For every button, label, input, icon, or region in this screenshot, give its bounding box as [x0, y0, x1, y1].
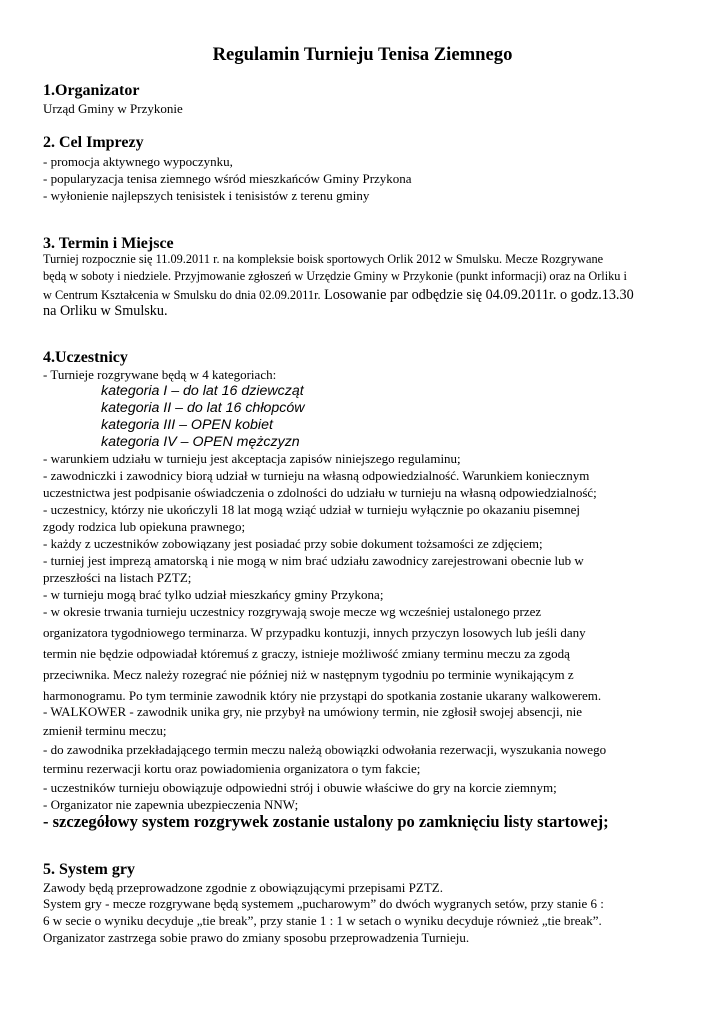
section-4-line: uczestnictwa jest podpisanie oświadczenia o zdolności do udziału w turnieju na własną odpowiedzialność; — [43, 485, 597, 500]
section-1-body: Urząd Gminy w Przykonie — [43, 101, 183, 116]
section-3-line: będą w soboty i niedziele. Przyjmowanie zgłoszeń w Urzędzie Gminy w Przykonie (punkt informacji) oraz na Orliku i — [43, 269, 627, 283]
section-4-line: - w okresie trwania turnieju uczestnicy rozgrywają swoje mecze wg wcześniej ustalonego przez — [43, 604, 542, 619]
category-item: kategoria III – OPEN kobiet — [101, 417, 273, 433]
section-4-line: - WALKOWER - zawodnik unika gry, nie przybył na umówiony termin, nie zgłosił swojej absencji, nie — [43, 704, 583, 719]
section-4-line: - zawodniczki i zawodnicy biorą udział w turnieju na własną odpowiedzialność. Warunkiem koniecznym — [43, 468, 590, 483]
section-5-line: System gry - mecze rozgrywane będą systemem „pucharowym” do dwóch wygranych setów, przy stanie 6 : — [43, 896, 604, 911]
section-4-line: harmonogramu. Po tym terminie zawodnik który nie przystąpi do spotkania zostanie ukarany walkowerem. — [43, 688, 602, 703]
section-4-heading: 4.Uczestnicy — [43, 349, 128, 366]
section-4-line: - uczestnicy, którzy nie ukończyli 18 lat mogą wziąć udział w turnieju wyłącznie po okazaniu pisemnej — [43, 502, 581, 517]
section-3-heading: 3. Termin i Miejsce — [43, 235, 174, 252]
section-4-line: - do zawodnika przekładającego termin meczu należą obowiązki odwołania rezerwacji, wyszukania nowego — [43, 742, 607, 757]
section-4-intro: - Turnieje rozgrywane będą w 4 kategoriach: — [43, 367, 277, 382]
section-4-line: organizatora tygodniowego terminarza. W przypadku kontuzji, innych przyczyn losowych lub jeśli dany — [43, 625, 586, 640]
section-2-heading: 2. Cel Imprezy — [43, 134, 144, 151]
section-2-item: - popularyzacja tenisa ziemnego wśród mieszkańców Gminy Przykona — [43, 171, 412, 186]
section-1-heading: 1.Organizator — [43, 82, 140, 99]
section-3-line: Turniej rozpocznie się 11.09.2011 r. na kompleksie boisk sportowych Orlik 2012 w Smulsku. Mecze Rozgrywane — [43, 252, 604, 266]
section-5-line: Zawody będą przeprowadzone zgodnie z obowiązującymi przepisami PZTZ. — [43, 880, 443, 895]
section-2-item: - promocja aktywnego wypoczynku, — [43, 154, 233, 169]
section-4-final-note: - szczegółowy system rozgrywek zostanie ustalony po zamknięciu listy startowej; — [43, 812, 609, 831]
section-2-item: - wyłonienie najlepszych tenisistek i tenisistów z terenu gminy — [43, 188, 370, 203]
section-5-heading: 5. System gry — [43, 861, 135, 878]
category-item: kategoria I – do lat 16 dziewcząt — [101, 383, 304, 399]
section-4-line: zgody rodzica lub opiekuna prawnego; — [43, 519, 246, 534]
section-4-line: - turniej jest imprezą amatorską i nie mogą w nim brać udziału zawodnicy zarejestrowani obecnie lub w — [43, 553, 584, 568]
section-4-line: - każdy z uczestników zobowiązany jest posiadać przy sobie dokument tożsamości ze zdjęciem; — [43, 536, 543, 551]
section-4-line: - Organizator nie zapewnia ubezpieczenia NNW; — [43, 797, 299, 812]
section-4-line: terminu rezerwacji kortu oraz powiadomienia organizatora o tym fakcie; — [43, 761, 421, 776]
section-5-line: 6 w secie o wyniku decyduje „tie break”, przy stanie 1 : 1 w setach o wyniku decyduje również „tie break”. — [43, 913, 602, 928]
category-item: kategoria II – do lat 16 chłopców — [101, 400, 305, 416]
section-4-line: przeciwnika. Mecz należy rozegrać nie później niż w następnym tygodniu po terminie wynikającym z — [43, 667, 574, 682]
section-5-line: Organizator zastrzega sobie prawo do zmiany sposobu przeprowadzenia Turnieju. — [43, 930, 470, 945]
category-item: kategoria IV – OPEN mężczyzn — [101, 434, 300, 450]
section-4-line: - uczestników turnieju obowiązuje odpowiedni strój i obuwie właściwe do gry na korcie ziemnym; — [43, 780, 557, 795]
section-4-line: zmienił terminu meczu; — [43, 723, 167, 738]
document-title: Regulamin Turnieju Tenisa Ziemnego — [212, 44, 513, 65]
section-3-line-part: w Centrum Kształcenia w Smulsku do dnia 02.09.2011r. — [43, 288, 321, 302]
section-3-line: na Orliku w Smulsku. — [43, 303, 168, 319]
section-4-line: - warunkiem udziału w turnieju jest akceptacja zapisów niniejszego regulaminu; — [43, 451, 461, 466]
section-3-line — [43, 287, 634, 303]
section-4-line: termin nie będzie odpowiadał któremuś z graczy, istnieje możliwość zmiany terminu meczu za zgodą — [43, 646, 570, 661]
section-4-line: przeszłości na listach PZTZ; — [43, 570, 192, 585]
section-4-line: - w turnieju mogą brać tylko udział mieszkańcy gminy Przykona; — [43, 587, 384, 602]
section-3-line-part: Losowanie par odbędzie się 04.09.2011r. o godz.13.30 — [320, 287, 634, 303]
